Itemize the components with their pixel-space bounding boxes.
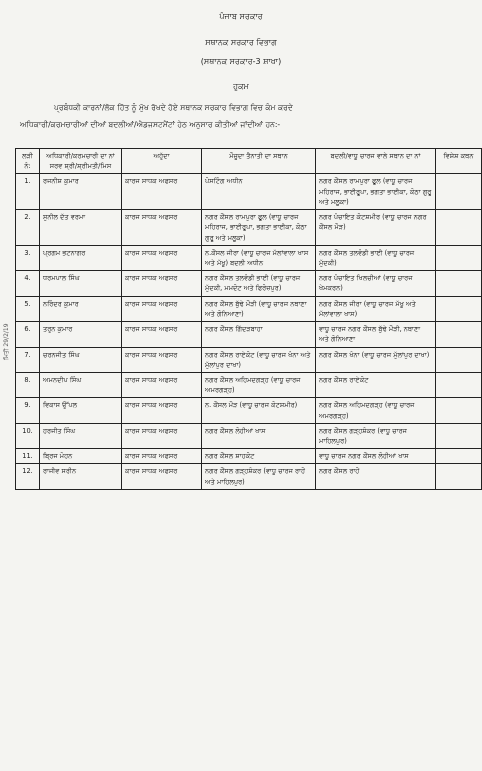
table-row [16, 398, 482, 423]
post-cell: ਕਾਰਜ ਸਾਧਕ ਅਫਸਰ [122, 296, 202, 321]
column-header-current: ਮੌਜੂਦਾ ਤੈਨਾਤੀ ਦਾ ਸਥਾਨ [202, 149, 316, 174]
header-branch: (ਸਥਾਨਕ ਸਰਕਾਰ-3 ਸ਼ਾਖਾ) [200, 57, 282, 66]
remarks-cell [436, 296, 482, 321]
post-cell: ਕਾਰਜ ਸਾਧਕ ਅਫਸਰ [122, 347, 202, 372]
name-cell: ਰਜਨੀਸ਼ ਕੁਮਾਰ [40, 174, 122, 210]
sr-cell: 2. [16, 210, 40, 246]
table-row [16, 271, 482, 296]
table-row [16, 245, 482, 270]
sr-cell: 11. [16, 449, 40, 464]
post-cell: ਕਾਰਜ ਸਾਧਕ ਅਫਸਰ [122, 372, 202, 397]
header-government: ਪੰਜਾਬ ਸਰਕਾਰ [219, 12, 263, 21]
sr-cell: 6. [16, 322, 40, 347]
post-cell: ਕਾਰਜ ਸਾਧਕ ਅਫਸਰ [122, 174, 202, 210]
name-cell: ਪ੍ਰਗਮ ਭਟਨਾਗਰ [40, 245, 122, 270]
name-cell: ਅਮਨਦੀਪ ਸਿੰਘ [40, 372, 122, 397]
remarks-cell [436, 372, 482, 397]
sr-cell: 9. [16, 398, 40, 423]
current-posting-cell: ਨਗਰ ਕੌਂਸਲ ਗਿੱਦੜਬਾਹਾ [202, 322, 316, 347]
sr-cell: 10. [16, 423, 40, 448]
sr-cell: 8. [16, 372, 40, 397]
current-posting-cell: ਨਗਰ ਕੌਂਸਲ ਸ਼ਾਹਕੋਟ [202, 449, 316, 464]
current-posting-cell: ਨਗਰ ਕੌਂਸਲ ਰਾਮਪੁਰਾ ਫੂਲ (ਵਾਧੂ ਚਾਰਜ ਮਹਿਰਾਜ, ਭਾਈਰੂਪਾ, ਭਗਤਾ ਭਾਈਕਾ, ਕੋਠਾ ਗੁਰੂ ਅਤੇ ਮਲੂਕਾ) [202, 210, 316, 246]
name-cell: ਤਰੁਨ ਕੁਮਾਰ [40, 322, 122, 347]
post-cell: ਕਾਰਜ ਸਾਧਕ ਅਫਸਰ [122, 210, 202, 246]
post-cell: ਕਾਰਜ ਸਾਧਕ ਅਫਸਰ [122, 449, 202, 464]
new-posting-cell: ਨਗਰ ਕੌਂਸਲ ਗੜ੍ਹਸ਼ੰਕਰ (ਵਾਧੂ ਚਾਰਜ ਮਾਹਿਲਪੁਰ) [316, 423, 436, 448]
remarks-cell [436, 464, 482, 489]
name-cell: ਧਰਮਪਾਲ ਸਿੰਘ [40, 271, 122, 296]
table-header-row [16, 149, 482, 174]
remarks-cell [436, 423, 482, 448]
table-row [16, 210, 482, 246]
current-posting-cell: ਨ. ਕੌਂਸਲ ਮੌੜ (ਵਾਧੂ ਚਾਰਜ ਕੋਟਸ਼ਮੀਰ) [202, 398, 316, 423]
current-posting-cell: ਪੋਸਟਿੰਗ ਅਧੀਨ [202, 174, 316, 210]
current-posting-cell: ਨਗਰ ਕੌਂਸਲ ਤਲਵੰਡੀ ਭਾਈ (ਵਾਧੂ ਚਾਰਜ ਮੁੱਦਕੀ, ਮਮਦੋਟ ਅਤੇ ਫਿਰੋਜ਼ਪੁਰ) [202, 271, 316, 296]
name-cell: ਹਰਜੀਤ ਸਿੰਘ [40, 423, 122, 448]
post-cell: ਕਾਰਜ ਸਾਧਕ ਅਫਸਰ [122, 398, 202, 423]
new-posting-cell: ਨਗਰ ਕੌਂਸਲ ਰਾਹੋਂ [316, 464, 436, 489]
margin-note: ਮਿਤੀ 29/2/19 [3, 323, 10, 360]
column-header-remarks: ਵਿਸ਼ੇਸ਼ ਕਥਨ [436, 149, 482, 174]
post-cell: ਕਾਰਜ ਸਾਧਕ ਅਫਸਰ [122, 464, 202, 489]
column-header-post: ਅਹੁੱਦਾ [122, 149, 202, 174]
column-header-sr: ਲੜੀ ਨੰ: [16, 149, 40, 174]
remarks-cell [436, 347, 482, 372]
name-cell: ਬ੍ਰਿਜ ਮੋਹਨ [40, 449, 122, 464]
current-posting-cell: ਨਗਰ ਕੌਂਸਲ ਅਹਿਮਦਗੜ੍ਹ (ਵਾਧੂ ਚਾਰਜ ਅਮਰਗੜ੍ਹ) [202, 372, 316, 397]
sr-cell: 12. [16, 464, 40, 489]
new-posting-cell: ਵਾਧੂ ਚਾਰਜ ਨਗਰ ਕੌਂਸਲ ਬੁੱਢੇ ਮੌੜੀ, ਨਥਾਣਾ ਅਤੇ ਗੋਨਿਆਣਾ [316, 322, 436, 347]
table-row [16, 423, 482, 448]
new-posting-cell: ਨਗਰ ਕੌਂਸਲ ਤਲਵੰਡੀ ਭਾਈ (ਵਾਧੂ ਚਾਰਜ ਮੁੱਦਕੀ) [316, 245, 436, 270]
remarks-cell [436, 174, 482, 210]
post-cell: ਕਾਰਜ ਸਾਧਕ ਅਫਸਰ [122, 322, 202, 347]
transfer-table [15, 148, 482, 490]
new-posting-cell: ਵਾਧੂ ਚਾਰਜ ਨਗਰ ਕੌਂਸਲ ਲੋਹੀਆਂ ਖਾਸ [316, 449, 436, 464]
sr-cell: 1. [16, 174, 40, 210]
current-posting-cell: ਨਗਰ ਕੌਂਸਲ ਲੋਹੀਆਂ ਖਾਸ [202, 423, 316, 448]
post-cell: ਕਾਰਜ ਸਾਧਕ ਅਫਸਰ [122, 271, 202, 296]
new-posting-cell: ਨਗਰ ਕੌਂਸਲ ਰਾਏਕੋਟ [316, 372, 436, 397]
name-cell: ਵਿਕਾਸ ਉੱਪਲ [40, 398, 122, 423]
header-order: ਹੁਕਮ [233, 82, 249, 91]
name-cell: ਸੁਨੀਲ ਦੱਤ ਵਰਮਾ [40, 210, 122, 246]
post-cell: ਕਾਰਜ ਸਾਧਕ ਅਫਸਰ [122, 423, 202, 448]
remarks-cell [436, 271, 482, 296]
name-cell: ਰਾਜੀਵ ਸਰੀਨ [40, 464, 122, 489]
new-posting-cell: ਨਗਰ ਕੌਂਸਲ ਰਾਮਪੁਰਾ ਫੂਲ (ਵਾਧੂ ਚਾਰਜ ਮਹਿਰਾਜ, ਭਾਈਰੂਪਾ, ਭਗਤਾ ਭਾਈਕਾ, ਕੋਠਾ ਗੁਰੂ ਅਤੇ ਮਲੂਕਾ) [316, 174, 436, 210]
sr-cell: 3. [16, 245, 40, 270]
remarks-cell [436, 245, 482, 270]
current-posting-cell: ਨਗਰ ਕੌਂਸਲ ਗੜ੍ਹਸ਼ੰਕਰ (ਵਾਧੂ ਚਾਰਜ ਰਾਹੋਂ ਅਤੇ ਮਾਹਿਲਪੁਰ) [202, 464, 316, 489]
column-header-new: ਬਦਲੀ/ਵਾਧੂ ਚਾਰਜ ਵਾਲੇ ਸਥਾਨ ਦਾ ਨਾਂ [316, 149, 436, 174]
remarks-cell [436, 322, 482, 347]
post-cell: ਕਾਰਜ ਸਾਧਕ ਅਫਸਰ [122, 245, 202, 270]
current-posting-cell: ਨਗਰ ਕੌਂਸਲ ਬੁੱਢੇ ਮੌੜੀ (ਵਾਧੂ ਚਾਰਜ ਨਥਾਣਾ ਅਤੇ ਗੋਨਿਆਣਾ) [202, 296, 316, 321]
table-row [16, 464, 482, 489]
sr-cell: 7. [16, 347, 40, 372]
table-row [16, 296, 482, 321]
new-posting-cell: ਨਗਰ ਕੌਂਸਲ ਅਹਿਮਦਗੜ੍ਹ (ਵਾਧੂ ਚਾਰਜ ਅਮਰਗੜ੍ਹ) [316, 398, 436, 423]
sr-cell: 4. [16, 271, 40, 296]
remarks-cell [436, 398, 482, 423]
new-posting-cell: ਨਗਰ ਪੰਚਾਇਤ ਕੋਟਸ਼ਮੀਰ (ਵਾਧੂ ਚਾਰਜ ਨਗਰ ਕੌਂਸਲ ਮੌੜ) [316, 210, 436, 246]
remarks-cell [436, 449, 482, 464]
current-posting-cell: ਨ.ਕੌਂਸਲ ਜੀਰਾ (ਵਾਧੂ ਚਾਰਜ ਮੱਲਾਂਵਾਲਾ ਖਾਸ ਅਤੇ ਮੱਖੂ) ਬਦਲੀ ਅਧੀਨ [202, 245, 316, 270]
column-header-name: ਅਧਿਕਾਰੀ/ਕਰਮਚਾਰੀ ਦਾ ਨਾਂ ਸਰਵ ਸ਼੍ਰੀ/ਸ਼੍ਰੀਮਤੀ/ਮਿਸ [40, 149, 122, 174]
new-posting-cell: ਨਗਰ ਪੰਚਾਇਤ ਖਿਲਚੀਆਂ (ਵਾਧੂ ਚਾਰਜ ਖੇਮਕਰਨ) [316, 271, 436, 296]
sr-cell: 5. [16, 296, 40, 321]
table-row [16, 174, 482, 210]
intro-line-1: ਪ੍ਰਬੰਧਕੀ ਕਾਰਨਾਂ/ਲੋਕ ਹਿੱਤ ਨੂੰ ਮੁੱਖ ਰੱਖਦੇ ਹੋਏ ਸਥਾਨਕ ਸਰਕਾਰ ਵਿਭਾਗ ਵਿਚ ਕੰਮ ਕਰਦੇ [54, 103, 293, 112]
new-posting-cell: ਨਗਰ ਕੌਂਸਲ ਖੰਨਾ (ਵਾਧੂ ਚਾਰਜ ਮੁੱਲਾਂਪੁਰ ਦਾਖਾ) [316, 347, 436, 372]
table-row [16, 449, 482, 464]
current-posting-cell: ਨਗਰ ਕੌਂਸਲ ਰਾਏਕੋਟ (ਵਾਧੂ ਚਾਰਜ ਖੰਨਾ ਅਤੇ ਮੁੱਲਾਂਪੁਰ ਦਾਖਾ) [202, 347, 316, 372]
name-cell: ਨਰਿੰਦਰ ਕੁਮਾਰ [40, 296, 122, 321]
table-row [16, 347, 482, 372]
intro-line-2: ਅਧਿਕਾਰੀ/ਕਰਮਚਾਰੀਆਂ ਦੀਆਂ ਬਦਲੀਆਂ/ਐਡਜਸਟਮੈਂਟਾਂ ਹੇਠ ਅਨੁਸਾਰ ਕੀਤੀਆਂ ਜਾਂਦੀਆਂ ਹਨ:- [20, 120, 281, 129]
table-row [16, 372, 482, 397]
new-posting-cell: ਨਗਰ ਕੌਂਸਲ ਜੀਰਾ (ਵਾਧੂ ਚਾਰਜ ਮੱਖੂ ਅਤੇ ਮੱਲਾਂਵਾਲਾ ਖਾਸ) [316, 296, 436, 321]
name-cell: ਚਰਨਜੀਤ ਸਿੰਘ [40, 347, 122, 372]
header-department: ਸਥਾਨਕ ਸਰਕਾਰ ਵਿਭਾਗ [205, 38, 277, 47]
remarks-cell [436, 210, 482, 246]
table-row [16, 322, 482, 347]
